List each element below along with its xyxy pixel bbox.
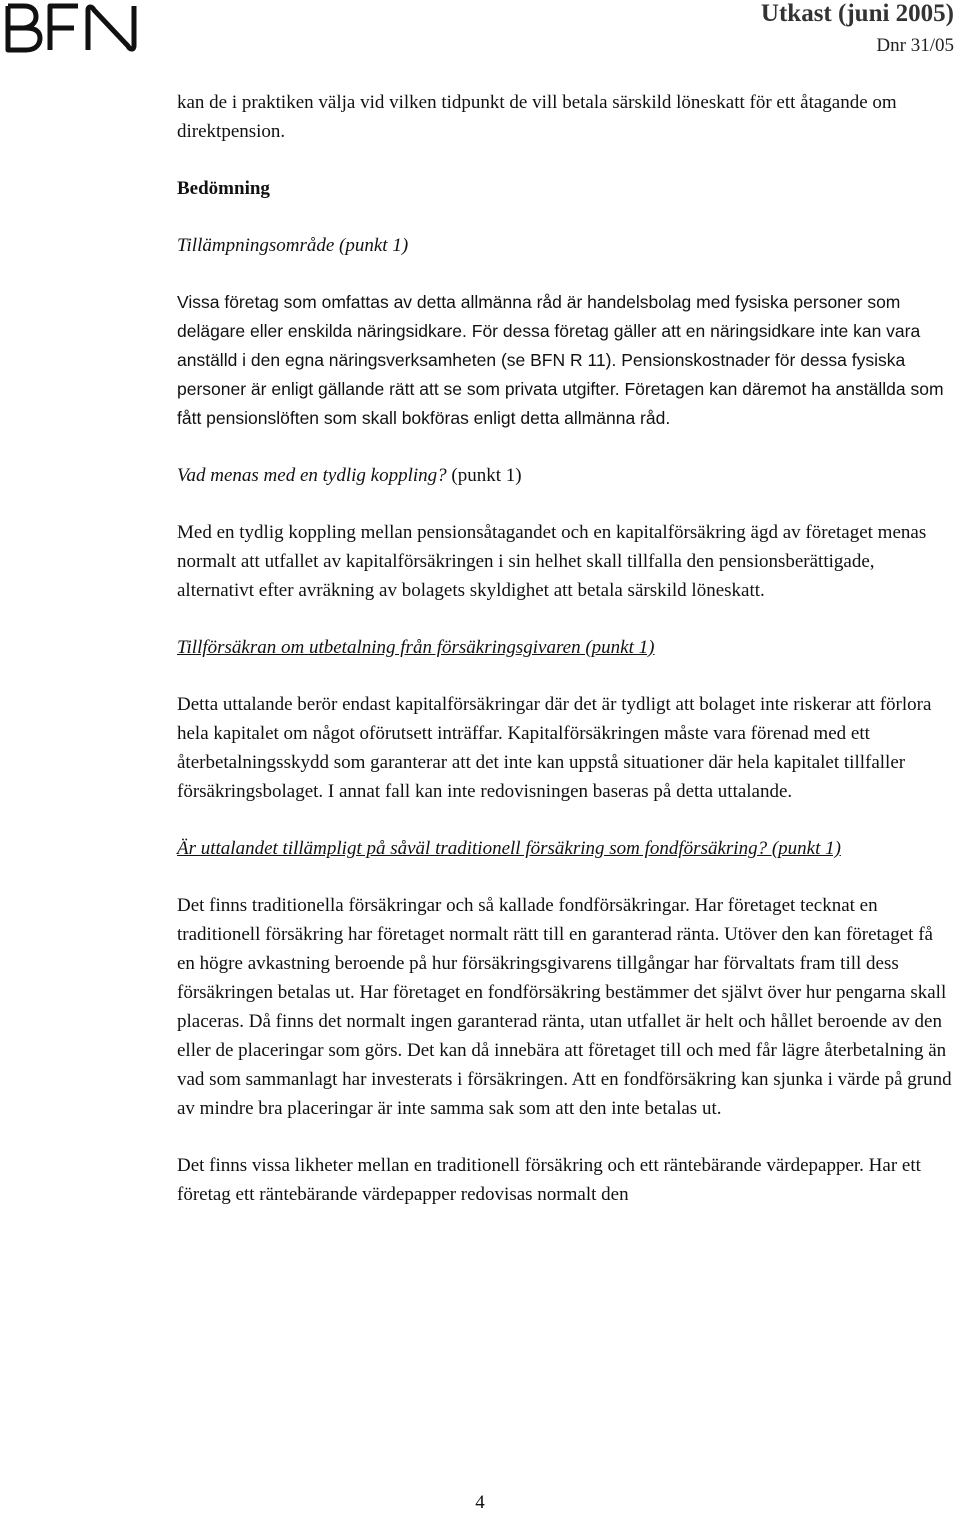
bfn-logo (4, 2, 138, 54)
document-body (177, 88, 955, 1237)
paragraph-traditionell-fond: Det finns traditionella försäkringar och så kallade fondförsäkringar. Har företaget tecknat en traditionell försäkring har företaget normalt rätt till en garanterad ränta. Utöver den kan företaget få en högre avkastning beroende på hur försäkringsgivarens tillgångar har förvaltats fram till dess försäkringen betalas ut. Har företaget en fondförsäkring bestämmer det självt över hur pengarna skall placeras. Då finns det normalt ingen garanterad ränta, utan utfallet är helt och hållet beroende av den eller de placeringar som görs. Det kan då innebära att företaget till och med får lägre återbetalning än vad som sammanlagt har investerats i försäkringen. Att en fondförsäkring kan sjunka i värde på grund av mindre bra placeringar är inte samma sak som att den inte betalas ut. (177, 895, 952, 1119)
subheading-tydlig-koppling-italic: Vad menas med en tydlig koppling? (177, 465, 447, 486)
paragraph-tydlig-koppling: Med en tydlig koppling mellan pensionsåtagandet och en kapitalförsäkring ägd av företaget menas normalt att utfallet av kapitalförsäkringen i sin helhet skall tillfalla den pensionsberättigade, alternativt efter avräkning av bolagets skyldighet att betala särskild löneskatt. (177, 522, 927, 601)
page-number: 4 (475, 1492, 485, 1513)
section-heading-bedomning: Bedömning (177, 178, 270, 199)
document-number: Dnr 31/05 (876, 35, 954, 56)
paragraph-tillampningsomrade: Vissa företag som omfattas av detta allmänna råd är handelsbolag med fysiska personer som delägare eller enskilda näringsidkare. För dessa företag gäller att en näringsidkare inte kan vara anställd i den egna näringsverksamheten (se BFN R 11). Pensionskostnader för dessa fysiska personer är enligt gällande rätt att se som privata utgifter. Företagen kan däremot ha anställda som fått pensionslöften som skall bokföras enligt detta allmänna råd. (177, 292, 944, 428)
subheading-tillampningsomrade: Tillämpningsområde (punkt 1) (177, 235, 409, 256)
document-status: Utkast (juni 2005) (760, 0, 954, 27)
subheading-tillampligt: Är uttalandet tillämpligt på såväl traditionell försäkring som fondförsäkring? (punkt 1) (177, 838, 841, 859)
subheading-tydlig-koppling (177, 461, 955, 490)
subheading-tydlig-koppling-ref: (punkt 1) (446, 465, 522, 486)
subheading-tillforsakran: Tillförsäkran om utbetalning från försäkringsgivaren (punkt 1) (177, 637, 655, 658)
intro-paragraph: kan de i praktiken välja vid vilken tidpunkt de vill betala särskild löneskatt för ett åtagande om direktpension. (177, 92, 897, 142)
paragraph-tillforsakran: Detta uttalande berör endast kapitalförsäkringar där det är tydligt att bolaget inte riskerar att förlora hela kapitalet om något oförutsett inträffar. Kapitalförsäkringen måste vara förenad med ett återbetalningsskydd som garanterar att det inte kan uppstå situationer där hela kapitalet tillfaller försäkringsbolaget. I annat fall kan inte redovisningen baseras på detta uttalande. (177, 694, 932, 802)
paragraph-likheter: Det finns vissa likheter mellan en traditionell försäkring och ett räntebärande värdepapper. Har ett företag ett räntebärande värdepapper redovisas normalt den (177, 1155, 921, 1205)
